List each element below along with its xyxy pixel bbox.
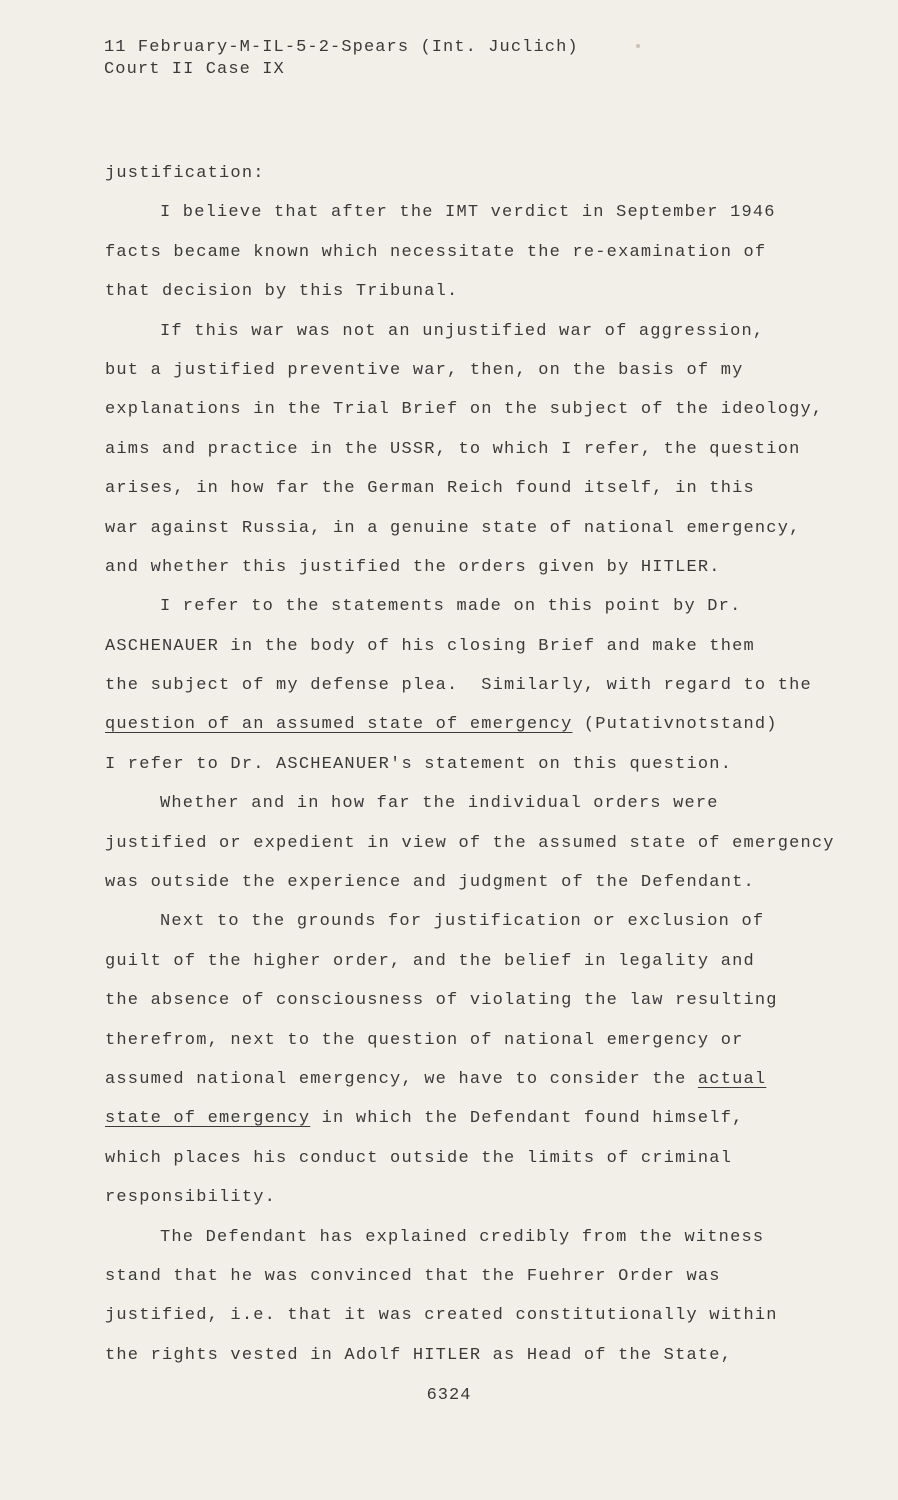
paper-speck — [636, 44, 640, 48]
text-line — [105, 705, 885, 744]
text-line — [105, 193, 885, 232]
line-text: guilt of the higher order, and the belief in legality and — [105, 951, 755, 971]
text-line — [105, 154, 885, 193]
text-line — [105, 745, 885, 784]
line-text: arises, in how far the German Reich found itself, in this — [105, 479, 755, 499]
text-line — [105, 548, 885, 587]
line-text: the absence of consciousness of violating the law resulting — [105, 991, 778, 1011]
text-line — [105, 272, 885, 311]
text-line — [105, 430, 885, 469]
line-text: explanations in the Trial Brief on the subject of the ideology, — [105, 400, 824, 420]
page-number: 6324 — [426, 1386, 472, 1405]
line-text: stand that he was convinced that the Fuehrer Order was — [105, 1266, 721, 1286]
text-line — [105, 902, 885, 941]
text-line — [105, 312, 885, 351]
text-line — [105, 1336, 885, 1375]
text-line — [105, 390, 885, 429]
line-text: which places his conduct outside the limits of criminal — [105, 1148, 733, 1168]
line-text: The Defendant has explained credibly from the witness — [160, 1227, 765, 1247]
text-line — [105, 469, 885, 508]
text-line — [105, 666, 885, 705]
text-line — [105, 942, 885, 981]
line-text: I believe that after the IMT verdict in September 1946 — [160, 203, 776, 223]
text-line — [105, 1218, 885, 1257]
line-text: that decision by this Tribunal. — [105, 282, 459, 302]
text-line — [105, 1021, 885, 1060]
line-text: the subject of my defense plea. Similarly, with regard to the — [105, 676, 812, 696]
line-text: justified, i.e. that it was created constitutionally within — [105, 1306, 778, 1326]
line-text: aims and practice in the USSR, to which I refer, the question — [105, 439, 801, 459]
text-line — [105, 1257, 885, 1296]
line-text: facts became known which necessitate the re-examination of — [105, 242, 767, 262]
document-body — [105, 154, 885, 1375]
text-line — [105, 1178, 885, 1217]
line-text: assumed national emergency, we have to consider the — [105, 1069, 698, 1089]
line-text: was outside the experience and judgment of the Defendant. — [105, 873, 755, 893]
text-line — [105, 587, 885, 626]
line-text: and whether this justified the orders given by HITLER. — [105, 557, 721, 577]
text-line — [105, 627, 885, 666]
line-text: justification: — [105, 164, 265, 183]
line-text: (Putativnotstand) — [572, 715, 778, 735]
line-text: the rights vested in Adolf HITLER as Head of the State, — [105, 1345, 733, 1365]
line-text: therefrom, next to the question of national emergency or — [105, 1030, 744, 1050]
text-line — [105, 1139, 885, 1178]
line-text: I refer to Dr. ASCHEANUER's statement on this question. — [105, 754, 733, 774]
text-line — [105, 233, 885, 272]
document-header-line-2: Court II Case IX — [104, 60, 285, 79]
line-text: ASCHENAUER in the body of his closing Brief and make them — [105, 636, 755, 656]
text-line — [105, 1296, 885, 1335]
underlined-phrase: actual — [697, 1069, 767, 1089]
line-text: in which the Defendant found himself, — [310, 1109, 744, 1129]
document-header-line-1: 11 February-M-IL-5-2-Spears (Int. Juclich) — [104, 38, 579, 57]
line-text: If this war was not an unjustified war of aggression, — [160, 321, 765, 341]
line-text: but a justified preventive war, then, on the basis of my — [105, 360, 744, 380]
text-line — [105, 1099, 885, 1138]
text-line — [105, 509, 885, 548]
line-text: responsibility. — [105, 1188, 277, 1208]
underlined-phrase: question of an assumed state of emergency — [105, 715, 573, 735]
underlined-phrase: state of emergency — [105, 1109, 311, 1129]
line-text: I refer to the statements made on this point by Dr. — [160, 597, 742, 617]
text-line — [105, 824, 885, 863]
line-text: war against Russia, in a genuine state of national emergency, — [105, 518, 801, 538]
line-text: justified or expedient in view of the assumed state of emergency — [105, 833, 835, 853]
text-line — [105, 981, 885, 1020]
text-line — [105, 1060, 885, 1099]
line-text: Whether and in how far the individual orders were — [160, 794, 719, 814]
text-line — [105, 784, 885, 823]
text-line — [105, 863, 885, 902]
text-line — [105, 351, 885, 390]
line-text: Next to the grounds for justification or exclusion of — [160, 912, 765, 932]
